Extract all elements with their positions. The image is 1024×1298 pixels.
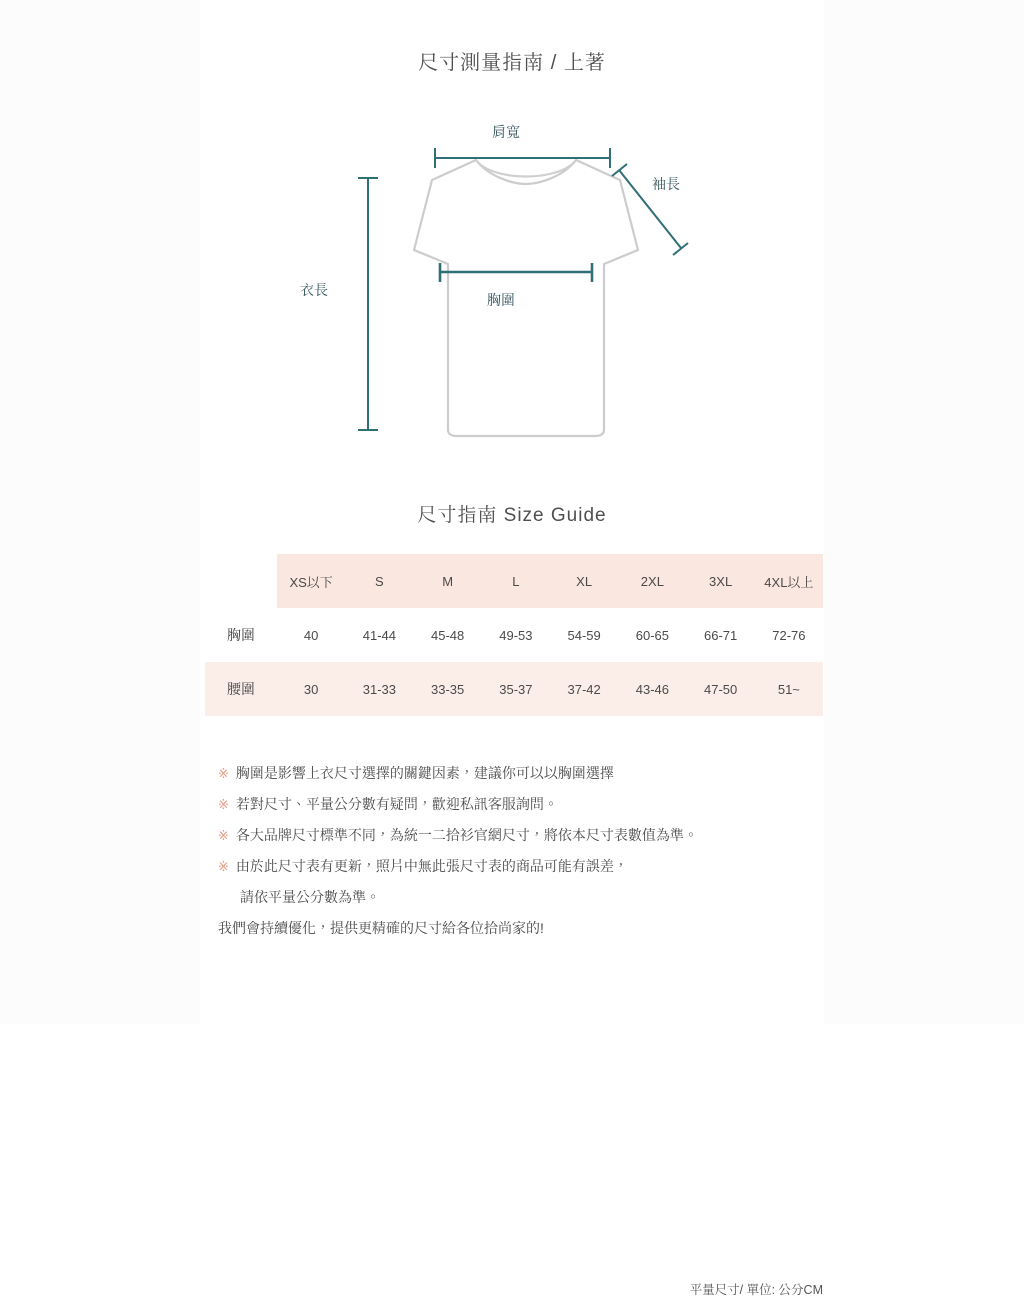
size-col-m: M: [442, 573, 454, 589]
page-title-highlight: [400, 44, 624, 81]
row-label-waist: 腰圍: [205, 662, 277, 716]
size-table: [205, 554, 823, 716]
waist-l: 35-37: [499, 681, 533, 697]
list-item: [218, 820, 818, 851]
note-mark-icon: ※: [218, 766, 229, 781]
note-text: 請依平量公分數為準。: [240, 889, 380, 905]
notes-list: [218, 758, 818, 944]
bust-l: 49-53: [499, 627, 533, 643]
unit-note: 平量尺寸/ 單位: 公分CM: [689, 1283, 823, 1297]
label-sleeve-length: 袖長: [652, 176, 680, 192]
bust-s: 41-44: [362, 627, 396, 643]
note-text: 由於此尺寸表有更新，照片中無此張尺寸表的商品可能有誤差，: [235, 858, 628, 874]
page-title: [200, 44, 824, 81]
table-row: [205, 662, 823, 716]
bust-m: 45-48: [431, 627, 465, 643]
table-row: [205, 608, 823, 662]
waist-4xl: 51~: [777, 681, 800, 697]
list-item: [218, 789, 818, 820]
label-body-length: 衣長: [300, 282, 328, 298]
list-item: [218, 913, 818, 944]
size-col-xl: XL: [576, 573, 593, 589]
note-text: 我們會持續優化，提供更精確的尺寸給各位拾尚家的!: [218, 920, 544, 936]
row-label-bust: 胸圍: [205, 608, 277, 662]
size-guide-heading: 尺寸指南 Size Guide: [417, 505, 607, 526]
waist-xs: 30: [303, 681, 319, 697]
label-bust: 胸圍: [487, 292, 515, 308]
size-col-3xl: 3XL: [709, 573, 733, 589]
waist-m: 33-35: [431, 681, 465, 697]
size-col-2xl: 2XL: [640, 573, 664, 589]
bust-4xl: 72-76: [772, 627, 806, 643]
bust-xl: 54-59: [567, 627, 601, 643]
note-text: 胸圍是影響上衣尺寸選擇的關鍵因素，建議你可以以胸圍選擇: [235, 765, 614, 781]
note-text: 各大品牌尺寸標準不同，為統一二拾衫官網尺寸，將依本尺寸表數值為準。: [235, 827, 698, 843]
page-margin-right: [824, 0, 1024, 1024]
note-mark-icon: ※: [218, 797, 229, 812]
note-mark-icon: ※: [218, 859, 229, 874]
waist-s: 31-33: [362, 681, 396, 697]
waist-3xl: 47-50: [704, 681, 738, 697]
size-col-xs: XS以下: [289, 574, 333, 590]
size-table-header-row: [205, 554, 823, 608]
bust-3xl: 66-71: [704, 627, 738, 643]
waist-xl: 37-42: [567, 681, 601, 697]
list-item: [218, 758, 818, 789]
bust-2xl: 60-65: [635, 627, 669, 643]
page-margin-left: [0, 0, 200, 1024]
page-title-text: 尺寸測量指南 / 上著: [418, 52, 606, 74]
measurement-diagram: [200, 100, 824, 480]
size-col-s: S: [375, 573, 384, 589]
size-table-corner: [205, 554, 277, 608]
list-item: [218, 882, 818, 913]
note-mark-icon: ※: [218, 828, 229, 843]
waist-2xl: 43-46: [635, 681, 669, 697]
size-col-l: L: [512, 573, 520, 589]
page-content: [200, 0, 824, 1297]
size-col-4xl: 4XL以上: [764, 574, 814, 590]
label-shoulder-width: 肩寬: [492, 124, 520, 140]
bust-xs: 40: [303, 627, 319, 643]
list-item: [218, 851, 818, 882]
note-text: 若對尺寸、平量公分數有疑問，歡迎私訊客服詢問。: [235, 796, 558, 812]
